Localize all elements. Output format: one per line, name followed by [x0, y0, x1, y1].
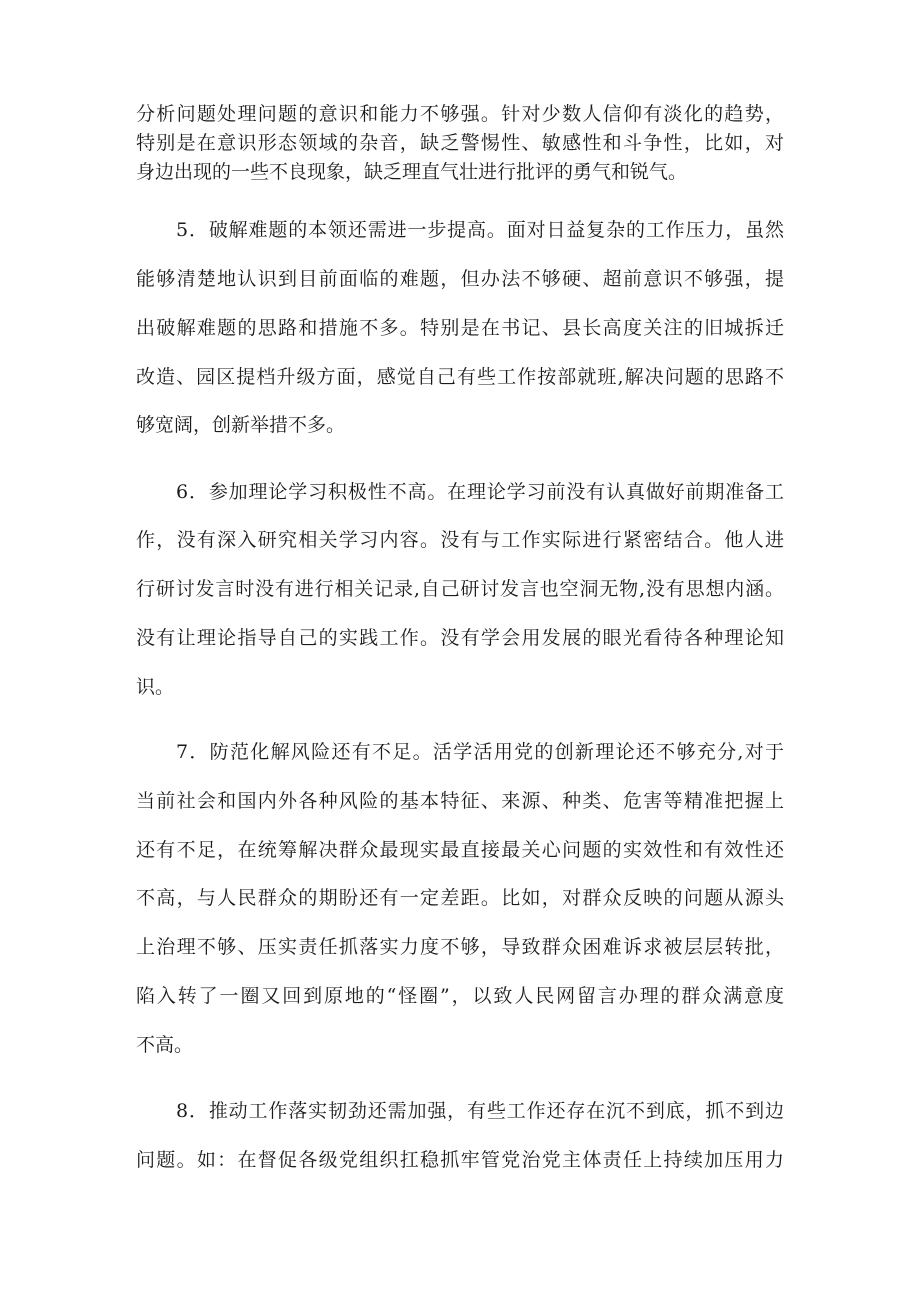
paragraph-6-line-2: 作，没有深入研究相关学习内容。没有与工作实际进行紧密结合。他人进 [136, 529, 784, 551]
paragraph-5-line-1: 5．破解难题的本领还需进一步提高。面对日益复杂的工作压力，虽然 [176, 219, 784, 241]
paragraph-8-line-1: 8．推动工作落实韧劲还需加强，有些工作还存在沉不到底，抓不到边 [176, 1100, 784, 1122]
paragraph-7-line-1: 7．防范化解风险还有不足。活学活用党的创新理论还不够充分,对于 [176, 741, 784, 763]
paragraph-7-line-4: 不高，与人民群众的期盼还有一定差距。比如，对群众反映的问题从源头 [136, 887, 784, 909]
paragraph-7-line-2: 当前社会和国内外各种风险的基本特征、来源、种类、危害等精准把握上 [136, 790, 784, 812]
paragraph-1-line-2: 特别是在意识形态领域的杂音，缺乏警惕性、敏感性和斗争性，比如，对 [136, 132, 784, 154]
paragraph-5-line-5: 够宽阔，创新举措不多。 [136, 414, 346, 436]
paragraph-5-line-4: 改造、园区提档升级方面，感觉自己有些工作按部就班,解决问题的思路不 [136, 366, 784, 388]
paragraph-1-line-1: 分析问题处理问题的意识和能力不够强。针对少数人信仰有淡化的趋势， [136, 103, 784, 125]
paragraph-1-line-3: 身边出现的一些不良现象，缺乏理直气壮进行批评的勇气和锐气。 [136, 161, 688, 183]
paragraph-6-line-1: 6．参加理论学习积极性不高。在理论学习前没有认真做好前期准备工 [176, 481, 784, 503]
paragraph-5-line-2: 能够清楚地认识到目前面临的难题，但办法不够硬、超前意识不够强，提 [136, 268, 784, 290]
paragraph-8-line-2: 问题。如：在督促各级党组织扛稳抓牢管党治党主体责任上持续加压用力 [136, 1149, 784, 1171]
paragraph-6-line-5: 识。 [136, 676, 175, 698]
paragraph-5-line-3: 出破解难题的思路和措施不多。特别是在书记、县长高度关注的旧城拆迁 [136, 317, 784, 339]
paragraph-6-line-3: 行研讨发言时没有进行相关记录,自己研讨发言也空洞无物,没有思想内涵。 [136, 578, 784, 600]
paragraph-7-line-3: 还有不足，在统筹解决群众最现实最直接最关心问题的实效性和有效性还 [136, 839, 784, 861]
paragraph-6-line-4: 没有让理论指导自己的实践工作。没有学会用发展的眼光看待各种理论知 [136, 627, 784, 649]
paragraph-7-line-6: 陷入转了一圈又回到原地的“怪圈”，以致人民网留言办理的群众满意度 [136, 985, 784, 1007]
paragraph-7-line-7: 不高。 [136, 1034, 194, 1056]
paragraph-7-line-5: 上治理不够、压实责任抓落实力度不够，导致群众困难诉求被层层转批， [136, 936, 784, 958]
